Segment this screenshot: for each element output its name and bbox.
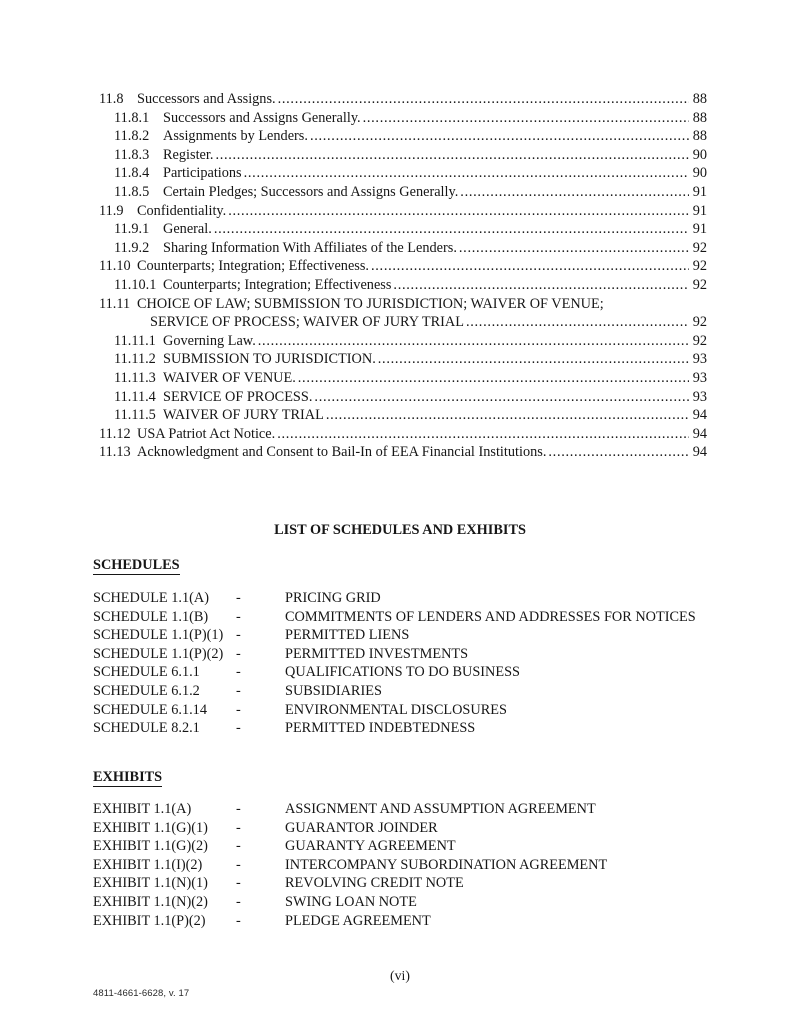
schedule-row-label: SCHEDULE 6.1.1 [93, 664, 200, 681]
dot-leader [459, 239, 689, 258]
dot-leader [215, 146, 688, 165]
dash-separator: - [236, 664, 241, 681]
toc-entry-page: 93 [692, 369, 707, 386]
exhibits-list [93, 800, 707, 930]
toc-entry-body [163, 109, 707, 128]
toc-entry [93, 388, 707, 407]
dot-leader [393, 276, 688, 295]
toc-entry-title: CHOICE OF LAW; SUBMISSION TO JURISDICTION; WAIVER OF VENUE; [137, 295, 604, 312]
toc-entry-title: Counterparts; Integration; Effectiveness [163, 276, 392, 293]
toc-entry-title: Register. [163, 146, 214, 163]
toc-entry-line [137, 443, 707, 462]
schedule-row [93, 608, 707, 627]
exhibit-row-description: GUARANTOR JOINDER [285, 819, 438, 836]
exhibit-row [93, 856, 707, 875]
toc-entry [93, 276, 707, 295]
dash-separator: - [236, 645, 241, 662]
toc-entry-line [163, 183, 707, 202]
toc-entry-body [163, 146, 707, 165]
toc-entry-line [163, 239, 707, 258]
toc-entry-title: Successors and Assigns. [137, 91, 276, 107]
exhibit-row-label: EXHIBIT 1.1(P)(2) [93, 912, 206, 929]
toc-entry [93, 257, 707, 276]
toc-entry [93, 443, 707, 462]
schedules-list [93, 589, 707, 738]
toc-entry-number: 11.12 [99, 425, 131, 442]
schedule-row-description: SUBSIDIARIES [285, 682, 382, 699]
toc-entry-page: 91 [692, 183, 707, 200]
schedule-row [93, 663, 707, 682]
toc-entry-line [163, 109, 707, 128]
exhibits-heading [93, 768, 162, 787]
dash-separator: - [236, 627, 241, 644]
schedule-row-label: SCHEDULE 1.1(B) [93, 608, 209, 625]
schedule-row [93, 626, 707, 645]
toc-entry [93, 425, 707, 444]
toc-entry-title: Participations [163, 165, 242, 182]
toc-entry-number: 11.11.3 [114, 369, 156, 386]
dot-leader [314, 388, 688, 407]
schedule-row-label: SCHEDULE 8.2.1 [93, 720, 200, 737]
toc-entry-body [137, 295, 707, 332]
exhibit-row-label-cell [93, 893, 285, 912]
schedule-row-label-cell [93, 608, 285, 627]
schedule-row-description: ENVIRONMENTAL DISCLOSURES [285, 701, 507, 718]
toc-entry-line [137, 257, 707, 276]
toc-entry-page: 92 [692, 239, 707, 256]
toc-entry-body [137, 425, 707, 444]
dash-separator: - [236, 608, 241, 625]
toc-entry-page: 94 [692, 444, 707, 461]
schedule-row-description: PERMITTED LIENS [285, 627, 410, 644]
toc-entry-number: 11.11.2 [114, 351, 156, 368]
dash-separator: - [236, 856, 241, 873]
toc-entry-number: 11.10.1 [114, 276, 157, 293]
exhibit-row [93, 912, 707, 931]
toc-entry-line [137, 90, 707, 109]
toc-entry [93, 239, 707, 258]
exhibit-row-label: EXHIBIT 1.1(A) [93, 801, 192, 817]
dash-separator: - [236, 875, 241, 892]
schedule-row-label: SCHEDULE 6.1.14 [93, 701, 207, 718]
toc-entry-body [163, 239, 707, 258]
schedule-row-label-cell [93, 645, 285, 664]
page-number: (vi) [390, 968, 410, 983]
dot-leader [460, 183, 688, 202]
toc-entry-body [137, 202, 707, 221]
toc-entry-page: 93 [692, 388, 707, 405]
toc-entry-number: 11.8 [99, 91, 124, 107]
exhibit-row-description: SWING LOAN NOTE [285, 893, 417, 910]
toc-entry-page: 88 [692, 128, 707, 145]
exhibit-row-label: EXHIBIT 1.1(N)(1) [93, 875, 208, 892]
schedule-row-label-cell [93, 701, 285, 720]
toc-entry-title: General. [163, 221, 212, 238]
toc-entry-number: 11.9.2 [114, 239, 150, 256]
toc-entry-body [163, 406, 707, 425]
toc-entry-page: 92 [692, 276, 707, 293]
toc-entry-page: 92 [692, 314, 707, 331]
schedule-row-label-cell [93, 626, 285, 645]
dot-leader [371, 257, 689, 276]
dash-separator: - [236, 682, 241, 699]
schedule-row-description: PRICING GRID [285, 590, 381, 606]
toc-entry-page: 90 [692, 146, 707, 163]
toc-entry-number: 11.8.4 [114, 165, 150, 182]
toc-entry-body [163, 220, 707, 239]
exhibit-row-label: EXHIBIT 1.1(G)(1) [93, 819, 208, 836]
dot-leader [363, 109, 689, 128]
dot-leader [466, 313, 689, 332]
dot-leader [278, 90, 689, 109]
dash-separator: - [236, 912, 241, 929]
schedule-row-label-cell [93, 682, 285, 701]
toc-entry-body [163, 350, 707, 369]
toc-entry-line [137, 202, 707, 221]
dot-leader [277, 425, 689, 444]
exhibit-row [93, 819, 707, 838]
toc-entry [93, 183, 707, 202]
toc-entry-number: 11.13 [99, 444, 131, 461]
toc-entry-title: Assignments by Lenders. [163, 128, 308, 145]
exhibit-row-description: GUARANTY AGREEMENT [285, 838, 456, 855]
toc-entry-page: 92 [692, 258, 707, 275]
toc-entry-page: 91 [692, 202, 707, 219]
document-id-stamp: 4811-4661-6628, v. 17 [93, 988, 190, 999]
toc-entry-body [163, 164, 707, 183]
toc-entry-number: 11.9 [99, 202, 124, 219]
toc-entry-line [163, 350, 707, 369]
toc-entry-title: Sharing Information With Affiliates of the Lenders. [163, 239, 457, 256]
exhibit-row [93, 837, 707, 856]
dash-separator: - [236, 838, 241, 855]
toc-entry-title: WAIVER OF VENUE. [163, 369, 296, 386]
dash-separator: - [236, 720, 241, 737]
list-of-schedules-heading: LIST OF SCHEDULES AND EXHIBITS [274, 522, 526, 538]
schedule-row-label-cell [93, 663, 285, 682]
dot-leader [548, 443, 688, 462]
toc-entry-number: 11.11.1 [114, 332, 156, 349]
schedule-row-description: QUALIFICATIONS TO DO BUSINESS [285, 664, 520, 681]
toc-entry-title: Acknowledgment and Consent to Bail-In of EEA Financial Institutions. [137, 444, 547, 461]
toc-entry-body [163, 369, 707, 388]
toc-entry-line [137, 313, 707, 332]
dot-leader [298, 369, 689, 388]
schedule-row-description: PERMITTED INVESTMENTS [285, 645, 469, 662]
toc-entry-body [163, 388, 707, 407]
toc-entry-number: 11.8.1 [114, 109, 150, 126]
schedule-row [93, 645, 707, 664]
toc-entry-title: USA Patriot Act Notice. [137, 425, 276, 442]
toc-entry-line [163, 127, 707, 146]
toc-entry-page: 92 [692, 332, 707, 349]
table-of-contents [93, 90, 707, 462]
exhibit-row-description: PLEDGE AGREEMENT [285, 912, 431, 929]
toc-entry-line [163, 164, 707, 183]
exhibits-heading-text: EXHIBITS [93, 769, 163, 785]
toc-entry-line [163, 388, 707, 407]
toc-entry-number: 11.9.1 [114, 221, 150, 238]
exhibit-row-description: REVOLVING CREDIT NOTE [285, 875, 464, 892]
exhibit-row-label: EXHIBIT 1.1(I)(2) [93, 856, 203, 873]
toc-entry-body [137, 257, 707, 276]
schedule-row [93, 682, 707, 701]
exhibit-row-label-cell [93, 856, 285, 875]
toc-entry-page: 91 [692, 221, 707, 238]
toc-entry-body [163, 183, 707, 202]
exhibit-row-label-cell [93, 874, 285, 893]
dash-separator: - [236, 701, 241, 718]
schedule-row-label-cell [93, 719, 285, 738]
dash-separator: - [236, 590, 241, 606]
toc-entry-title: Governing Law. [163, 332, 256, 349]
exhibit-row-description: INTERCOMPANY SUBORDINATION AGREEMENT [285, 856, 608, 873]
toc-entry [93, 202, 707, 221]
toc-entry-body [163, 127, 707, 146]
dash-separator: - [236, 893, 241, 910]
schedule-row [93, 589, 707, 608]
dot-leader [258, 332, 689, 351]
exhibit-row [93, 893, 707, 912]
schedules-heading-text: SCHEDULES [93, 557, 180, 573]
toc-entry-line [137, 295, 707, 314]
toc-entry-number: 11.10 [99, 258, 131, 275]
toc-entry-page: 88 [692, 109, 707, 126]
exhibit-row [93, 874, 707, 893]
toc-entry-body [137, 443, 707, 462]
toc-entry [93, 164, 707, 183]
schedule-row-label: SCHEDULE 1.1(P)(2) [93, 645, 224, 662]
toc-entry-title: SUBMISSION TO JURISDICTION. [163, 351, 376, 368]
toc-entry [93, 127, 707, 146]
toc-entry-line [163, 146, 707, 165]
toc-entry [93, 295, 707, 332]
schedule-row-label: SCHEDULE 6.1.2 [93, 682, 200, 699]
toc-entry [93, 146, 707, 165]
dot-leader [378, 350, 689, 369]
dash-separator: - [236, 801, 241, 817]
toc-entry-number: 11.8.3 [114, 146, 150, 163]
toc-entry-number: 11.11 [99, 295, 131, 312]
toc-entry-page: 90 [692, 165, 707, 182]
toc-entry-line [163, 220, 707, 239]
exhibit-row [93, 800, 707, 819]
schedules-heading [93, 556, 180, 575]
toc-entry-line [163, 332, 707, 351]
toc-entry-number: 11.11.4 [114, 388, 156, 405]
toc-entry [93, 406, 707, 425]
toc-entry-body [163, 276, 707, 295]
dot-leader [228, 202, 688, 221]
toc-entry-line [137, 425, 707, 444]
exhibit-row-label-cell [93, 912, 285, 931]
toc-entry [93, 90, 707, 109]
toc-entry [93, 220, 707, 239]
dot-leader [310, 127, 689, 146]
exhibit-row-label: EXHIBIT 1.1(N)(2) [93, 893, 208, 910]
toc-entry-body [137, 90, 707, 109]
schedule-row-label-cell [93, 589, 285, 608]
schedule-row-label: SCHEDULE 1.1(P)(1) [93, 627, 224, 644]
exhibit-row-label: EXHIBIT 1.1(G)(2) [93, 838, 208, 855]
toc-entry-title: SERVICE OF PROCESS. [163, 388, 313, 405]
toc-entry-page: 94 [692, 407, 707, 424]
schedule-row [93, 701, 707, 720]
schedule-row-description: PERMITTED INDEBTEDNESS [285, 720, 476, 737]
exhibit-row-label-cell [93, 819, 285, 838]
exhibit-row-label-cell [93, 800, 285, 819]
schedule-row [93, 719, 707, 738]
dot-leader [326, 406, 689, 425]
dot-leader [244, 164, 689, 183]
toc-entry-line [163, 406, 707, 425]
toc-entry [93, 109, 707, 128]
toc-entry-number: 11.11.5 [114, 407, 156, 424]
toc-entry-title: Confidentiality. [137, 202, 227, 219]
dot-leader [214, 220, 689, 239]
toc-entry-title: Successors and Assigns Generally. [163, 109, 361, 126]
toc-entry-body [163, 332, 707, 351]
schedule-row-label: SCHEDULE 1.1(A) [93, 590, 209, 606]
toc-entry-title: Certain Pledges; Successors and Assigns Generally. [163, 183, 459, 200]
schedule-row-description: COMMITMENTS OF LENDERS AND ADDRESSES FOR NOTICES [285, 608, 696, 625]
toc-entry [93, 369, 707, 388]
toc-entry-line [163, 276, 707, 295]
toc-entry-title: Counterparts; Integration; Effectiveness. [137, 258, 369, 275]
toc-entry-page: 93 [692, 351, 707, 368]
toc-entry-line [163, 369, 707, 388]
toc-entry-number: 11.8.2 [114, 128, 150, 145]
dash-separator: - [236, 819, 241, 836]
toc-entry-title: SERVICE OF PROCESS; WAIVER OF JURY TRIAL [150, 314, 464, 331]
exhibit-row-label-cell [93, 837, 285, 856]
toc-entry-number: 11.8.5 [114, 183, 150, 200]
toc-entry-page: 88 [692, 91, 707, 107]
toc-entry-page: 94 [692, 425, 707, 442]
toc-entry-title: WAIVER OF JURY TRIAL [163, 407, 324, 424]
toc-entry [93, 350, 707, 369]
toc-entry [93, 332, 707, 351]
exhibit-row-description: ASSIGNMENT AND ASSUMPTION AGREEMENT [285, 801, 596, 817]
